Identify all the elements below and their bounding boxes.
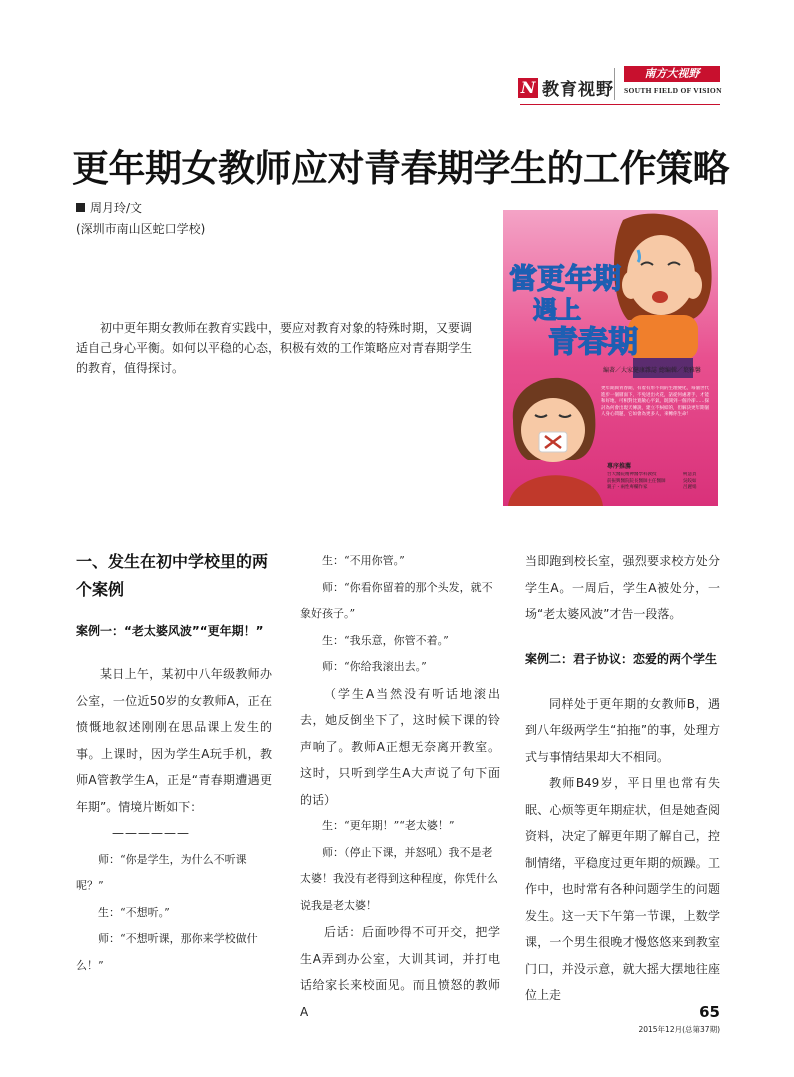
dialogue-line: 生：“不想听。”: [98, 905, 170, 919]
section-name: 教育视野: [542, 80, 614, 100]
section-heading: 一、发生在初中学校里的两个案例: [76, 552, 269, 599]
case2-paragraph: 同样处于更年期的女教师B，遇到八年级两学生“拍拖”的事，处理方式与事情结果却大不相同。: [525, 696, 720, 764]
cover-title-line1: 當更年期: [509, 262, 622, 295]
article-title: 更年期女教师应对青春期学生的工作策略: [72, 146, 729, 190]
column-3: [525, 548, 720, 1009]
page-number: 65: [699, 1003, 720, 1021]
column-1: [76, 548, 272, 979]
magazine-logo-icon: N: [518, 78, 538, 98]
continued-paragraph: 当即跑到校长室，强烈要求校方处分学生A。一周后，学生A被处分，一场“老太婆风波”才告一段落。: [525, 554, 720, 621]
dialogue-line: 师：“你看你留着的那个头发，就不象好孩子。”: [300, 580, 493, 620]
dialogue-line: 师：（停止下课，并怒吼）我不是老太婆！我没有老得到这种程度，你凭什么说我是老太婆！: [300, 845, 498, 912]
header-rule: [520, 104, 720, 105]
cover-title-line3: 青春期: [548, 325, 638, 360]
article-abstract: 初中更年期女教师在教育实践中，要应对教育对象的特殊时期，又要调适自己身心平衡。如何以平稳的心态，积极有效的工作策略应对青春期学生的教育，值得探讨。: [76, 321, 473, 375]
issue-info: 2015年12月(总第37期): [638, 1025, 720, 1034]
cover-title-line2: 遇上: [533, 296, 581, 324]
dialogue-line: 生：“不用你管。”: [322, 554, 405, 567]
column-brand: 南方大视野: [624, 66, 720, 82]
author-school: (深圳市南山区蛇口学校): [76, 222, 206, 236]
cover-recommend-lines: 台大醫院精神醫學科教授 前振興醫院院長醫師主任醫師 親子・兩性專欄作家: [607, 472, 666, 490]
column-2: [300, 548, 500, 1025]
author-name: 周月玲/文: [90, 201, 143, 215]
book-cover-image: [503, 210, 718, 506]
case2-paragraph: 教师B49岁，平日里也常有失眠、心烦等更年期症状，但是她查阅资料，决定了解更年期了解自己，控制情绪，平稳度过更年期的烦躁。工作中，也时常有各种问题学生的问题发生。这一天下午第一节课，上数学课，一个男生很晚才慢悠悠来到教室门口，并没示意，就大摇大摆地往座位上走: [525, 776, 720, 1002]
dialogue-separator: ——————: [112, 826, 190, 840]
case1-paragraph: 某日上午，某初中八年级教师办公室，一位近50岁的女教师A，正在愤慨地叙述刚刚在思品课上发生的事。上课时，因为学生A玩手机，教师A管教学生A，正是“青春期遭遇更年期”。情境片断如下：: [76, 667, 272, 814]
cover-blurb: 更年期與青春期，有着有形不同的生理變化，每個世代進步一個層面下，不免迸出火花，話從何處著手，才能和好地，可相對比寬敞心平氣，既開到一個冷卻……探討為何會出現天傳說，建立不糾結的，但解決更年期個人身心問題，它如會為更多人，來轉你生命！: [601, 386, 709, 417]
case2-heading: 案例二：君子协议：恋爱的两个学生: [525, 651, 718, 666]
header-divider: [614, 68, 615, 100]
dialogue-line: 师：“你是学生，为什么不听课呢？”: [76, 852, 247, 892]
dialogue-line: 师：“不想听课，那你来学校做什么！”: [76, 932, 258, 972]
dialogue-line: 师：“你给我滚出去。”: [322, 660, 427, 673]
bullet-square-icon: [76, 203, 85, 212]
dialogue-line: 生：“更年期！”“老太婆！”: [322, 819, 455, 832]
cover-recommend-title: 專序推薦: [607, 463, 632, 470]
narrative-paragraph: （学生A当然没有听话地滚出去，她反倒坐下了，这时候下课的铃声响了。教师A正想无奈离开教室。这时，只听到学生A大声说了句下面的话）: [300, 686, 500, 807]
afterword-paragraph: 后话：后面吵得不可开交，把学生A弄到办公室，大训其词，并打电话给家长来校面见。而且愤怒的教师A: [300, 925, 500, 1019]
cover-authors: 編著／大家健康雜誌 總編輯／葉雅馨: [603, 367, 701, 374]
dialogue-line: 生：“我乐意，你管不着。”: [322, 633, 449, 647]
article-author: [76, 199, 142, 216]
cover-recommend-names: 柯慧貞 吳皎如 呂麗娟: [683, 472, 697, 490]
book-cover-illustration: [503, 210, 718, 506]
case1-heading: 案例一：“老太婆风波”“更年期！”: [76, 624, 264, 638]
column-brand-english: SOUTH FIELD OF VISION: [624, 86, 722, 95]
